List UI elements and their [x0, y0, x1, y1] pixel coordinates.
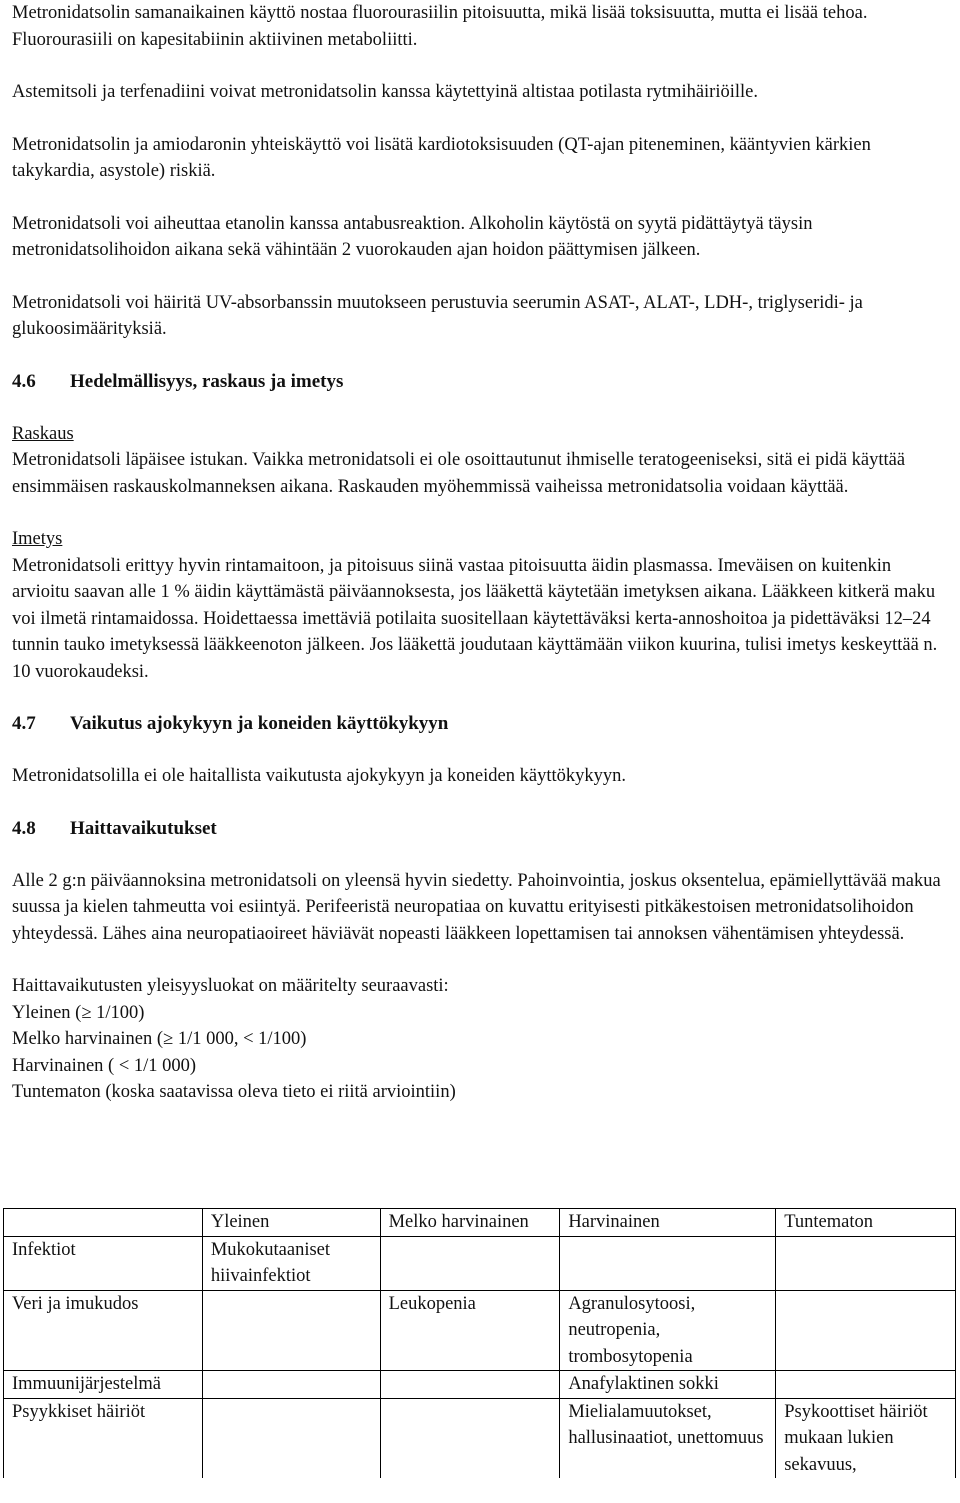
table-cell — [776, 1290, 956, 1371]
table-row — [4, 1236, 956, 1290]
table-header-row — [4, 1209, 956, 1237]
paragraph-imetys: Metronidatsoli erittyy hyvin rintamaitoon, ja pitoisuus siinä vastaa pitoisuutta äidin plasmassa. Imeväisen on kuitenkin arvioitu saavan alle 1 % äidin käyttämästä päiväannoksesta, jos lääkettä käytetään imetyksen aikana. Lääkkeen kitkerä maku voi ilmetä rintamaidossa. Hoidettaessa imettäviä potilaita suositellaan käytettäväksi kerta-annoshoitoa ja pidettäväksi 12–24 tunnin tauko imetyksessä lääkkeenoton jälkeen. Jos lääkettä joudutaan käyttämään viikon kuurina, tulisi imetys keskeyttää n. 10 vuorokaudeksi. — [12, 555, 938, 682]
paragraph-fluorouracil: Metronidatsolin samanaikainen käyttö nostaa fluorourasiilin pitoisuutta, mikä lisää toksisuutta, mutta ei lisää tehoa. Fluorourasiili on kapesitabiinin aktiivinen metaboliitti. — [12, 3, 868, 50]
table-row — [4, 1371, 956, 1399]
frequency-intro: Haittavaikutusten yleisyysluokat on määritelty seuraavasti: — [12, 976, 449, 996]
table-header-cell: Tuntematon — [776, 1209, 956, 1237]
table-cell — [776, 1371, 956, 1399]
table-header-cell: Yleinen — [202, 1209, 380, 1237]
paragraph-astemizole: Astemitsoli ja terfenadiini voivat metronidatsolin kanssa käytettyinä altistaa potilasta rytmihäiriöille. — [12, 82, 758, 102]
frequency-uncommon: Melko harvinainen (≥ 1/1 000, < 1/100) — [12, 1029, 307, 1049]
section-4-6-heading — [12, 369, 947, 395]
paragraph-driving: Metronidatsolilla ei ole haitallista vaikutusta ajokykyyn ja koneiden käyttökykyyn. — [12, 766, 626, 786]
table-header-cell: Harvinainen — [560, 1209, 776, 1237]
frequency-unknown: Tuntematon (koska saatavissa oleva tieto ei riitä arviointiin) — [12, 1082, 456, 1102]
table-cell: Leukopenia — [380, 1290, 560, 1371]
section-4-8-heading — [12, 816, 947, 842]
paragraph-amiodarone: Metronidatsolin ja amiodaronin yhteiskäyttö voi lisätä kardiotoksisuuden (QT-ajan piteneminen, kääntyvien kärkien takykardia, asystole) riskiä. — [12, 134, 871, 181]
table-cell: Infektiot — [4, 1236, 203, 1290]
paragraph-ethanol: Metronidatsoli voi aiheuttaa etanolin kanssa antabusreaktion. Alkoholin käytöstä on syytä pidättäytyä täysin metronidatsolihoidon aikana sekä vähintään 2 vuorokauden ajan hoidon päättymisen jälkeen. — [12, 213, 813, 260]
section-number: 4.8 — [12, 817, 36, 839]
table-row — [4, 1398, 956, 1478]
paragraph-uv-absorbance: Metronidatsoli voi häiritä UV-absorbanssin muutokseen perustuvia seerumin ASAT-, ALAT-, LDH-, triglyseridi- ja glukoosimäärityksiä. — [12, 292, 863, 339]
table-cell — [380, 1398, 560, 1478]
table-cell: Veri ja imukudos — [4, 1290, 203, 1371]
section-title: Vaikutus ajokykyyn ja koneiden käyttökykyyn — [70, 713, 449, 734]
adverse-effects-table — [3, 1208, 956, 1478]
table-cell — [776, 1236, 956, 1290]
table-cell — [202, 1371, 380, 1399]
table-cell: Psykoottiset häiriöt mukaan lukien sekavuus, — [776, 1398, 956, 1478]
table-cell: Agranulosytoosi, neutropenia, trombosytopenia — [560, 1290, 776, 1371]
section-title: Haittavaikutukset — [70, 817, 217, 839]
frequency-rare: Harvinainen ( < 1/1 000) — [12, 1055, 197, 1076]
table-row — [4, 1290, 956, 1371]
document-page — [12, 0, 947, 1106]
section-title: Hedelmällisyys, raskaus ja imetys — [70, 370, 344, 392]
table-cell — [380, 1236, 560, 1290]
table-cell: Immuunijärjestelmä — [4, 1371, 203, 1399]
paragraph-adverse-effects: Alle 2 g:n päiväannoksina metronidatsoli on yleensä hyvin siedetty. Pahoinvointia, joskus oksentelua, epämiellyttävää makua suussa ja kielen tahmeutta voi esiintyä. Perifeeristä neuropatiaa on kuvattu erityisesti pitkäkestoisen metronidatsolihoidon yhteydessä. Lähes aina neuropatiaoireet häviävät nopeasti lääkkeen lopettamisen tai annoksen vähentämisen yhteydessä. — [12, 870, 941, 944]
paragraph-raskaus: Metronidatsoli läpäisee istukan. Vaikka metronidatsoli ei ole osoittautunut ihmiselle teratogeeniseksi, sitä ei pidä käyttää ensimmäisen raskauskolmanneksen aikana. Raskauden myöhemmissä vaiheissa metronidatsolia voidaan käyttää. — [12, 450, 906, 497]
frequency-common: Yleinen (≥ 1/100) — [12, 1002, 145, 1023]
table-cell — [202, 1290, 380, 1371]
table-cell — [202, 1398, 380, 1478]
subheading-imetys: Imetys — [12, 529, 63, 549]
table-header-cell: Melko harvinainen — [380, 1209, 560, 1237]
table-cell: Anafylaktinen sokki — [560, 1371, 776, 1399]
table-header-cell — [4, 1209, 203, 1237]
table-cell — [380, 1371, 560, 1399]
subheading-raskaus: Raskaus — [12, 423, 74, 444]
table-cell — [560, 1236, 776, 1290]
section-4-7-heading — [12, 711, 947, 737]
table-cell: Mielialamuutokset, hallusinaatiot, unettomuus — [560, 1398, 776, 1478]
section-number: 4.6 — [12, 370, 36, 392]
section-number: 4.7 — [12, 713, 36, 734]
table-cell: Mukokutaaniset hiivainfektiot — [202, 1236, 380, 1290]
table-cell: Psyykkiset häiriöt — [4, 1398, 203, 1478]
